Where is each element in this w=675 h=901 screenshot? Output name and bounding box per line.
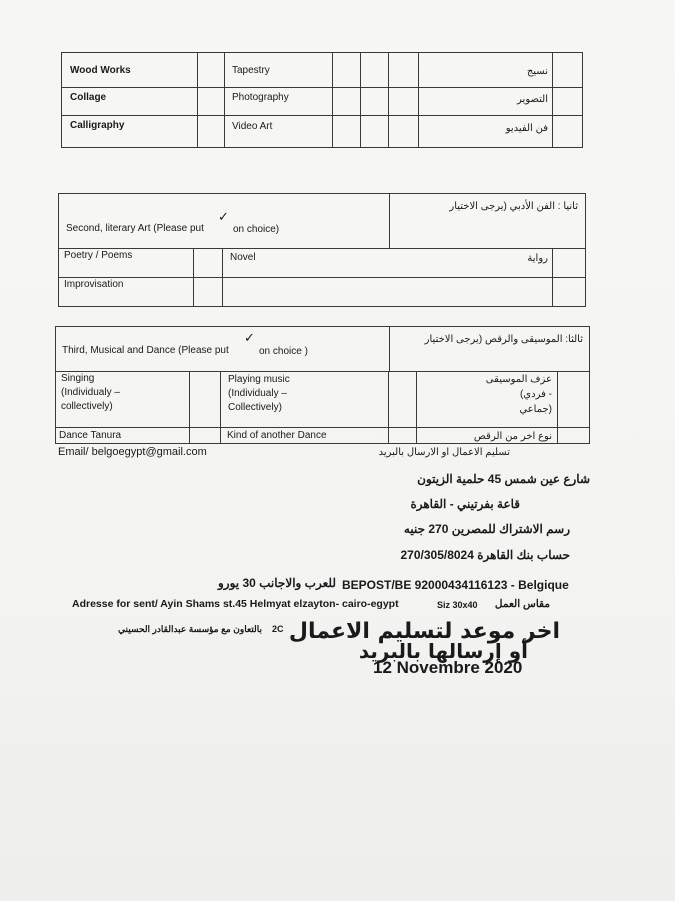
size-en-label: Siz 30x40 [437, 600, 478, 610]
photography-label: Photography [232, 92, 289, 103]
checkmark-icon: ✓ [218, 209, 229, 224]
calligraphy-label: Calligraphy [70, 120, 125, 131]
singing-label-line2: (Individualy – [61, 387, 120, 398]
improvisation-label: Improvisation [64, 279, 124, 290]
playing-music-label: Playing music [228, 374, 290, 385]
address-ar-line: شارع عين شمس 45 حلمية الزيتون [417, 472, 590, 486]
music-dance-header: Third, Musical and Dance (Please put [62, 345, 229, 356]
literary-art-header-tail: on choice) [233, 224, 280, 235]
deadline-ar-line2: أو إرسالها بالبريد [358, 639, 528, 663]
tapestry-label: Tapestry [232, 65, 270, 76]
cooperation-ar-line: بالتعاون مع مؤسسة عبدالقادر الحسيني [118, 624, 262, 634]
bepost-account-line: BEPOST/BE 92000434116123 - Belgique [342, 578, 569, 592]
music-dance-header-tail: on choice ) [259, 346, 308, 357]
deadline-date: 12 Novembre 2020 [373, 658, 523, 677]
tapestry-ar-label: نسيج [526, 66, 548, 77]
another-dance-ar-label: نوع اخر من الرقص [473, 431, 552, 442]
novel-ar-label: رواية [527, 253, 548, 264]
fee-ar-line: رسم الاشتراك للمصرين 270 جنيه [403, 522, 570, 536]
video-art-label: Video Art [232, 121, 273, 132]
delivery-ar-line: تسليم الاعمال او الارسال بالبريد [378, 447, 510, 458]
singing-label: Singing [61, 373, 95, 384]
another-dance-label: Kind of another Dance [227, 430, 327, 441]
music-collective-ar-label: (جماعي [519, 404, 552, 415]
novel-label: Novel [230, 252, 256, 263]
playing-music-label-line3: Collectively) [228, 402, 282, 413]
video-art-ar-label: فن الفيديو [505, 123, 548, 134]
music-playing-ar-label: عزف الموسيقى [485, 374, 552, 385]
hall-ar-line: قاعة بفرتيني - القاهرة [410, 497, 520, 511]
poetry-label: Poetry / Poems [64, 250, 133, 261]
singing-label-line3: collectively) [61, 401, 113, 412]
bepost-ar-line: للعرب والاجانب 30 يورو [217, 576, 336, 590]
literary-art-ar-header: ثانيا : الفن الأدبي (يرجى الاختيار [449, 201, 578, 212]
size-ar-label: مقاس العمل [494, 598, 550, 610]
music-individual-ar-label: - فردي) [519, 389, 552, 400]
address-en-line: Adresse for sent/ Ayin Shams st.45 Helmyat elzayton- cairo-egypt [72, 598, 399, 610]
deadline-ar-line1: اخر موعد لتسليم الاعمال [288, 619, 560, 644]
cooperation-number: 2C [272, 624, 284, 634]
music-dance-ar-header: ثالثا: الموسيقى والرقص (يرجى الاختيار [424, 334, 583, 345]
wood-works-label: Wood Works [70, 65, 131, 76]
bank-ar-line: حساب بنك القاهرة 270/305/8024 [400, 548, 570, 562]
dance-tanura-label: Dance Tanura [59, 430, 122, 441]
photography-ar-label: التصوير [517, 94, 548, 105]
collage-label: Collage [70, 92, 107, 103]
checkmark-icon: ✓ [244, 330, 255, 345]
email-line: Email/ belgoegypt@gmail.com [58, 446, 207, 458]
playing-music-label-line2: (Individualy – [228, 388, 287, 399]
literary-art-header: Second, literary Art (Please put [66, 223, 204, 234]
